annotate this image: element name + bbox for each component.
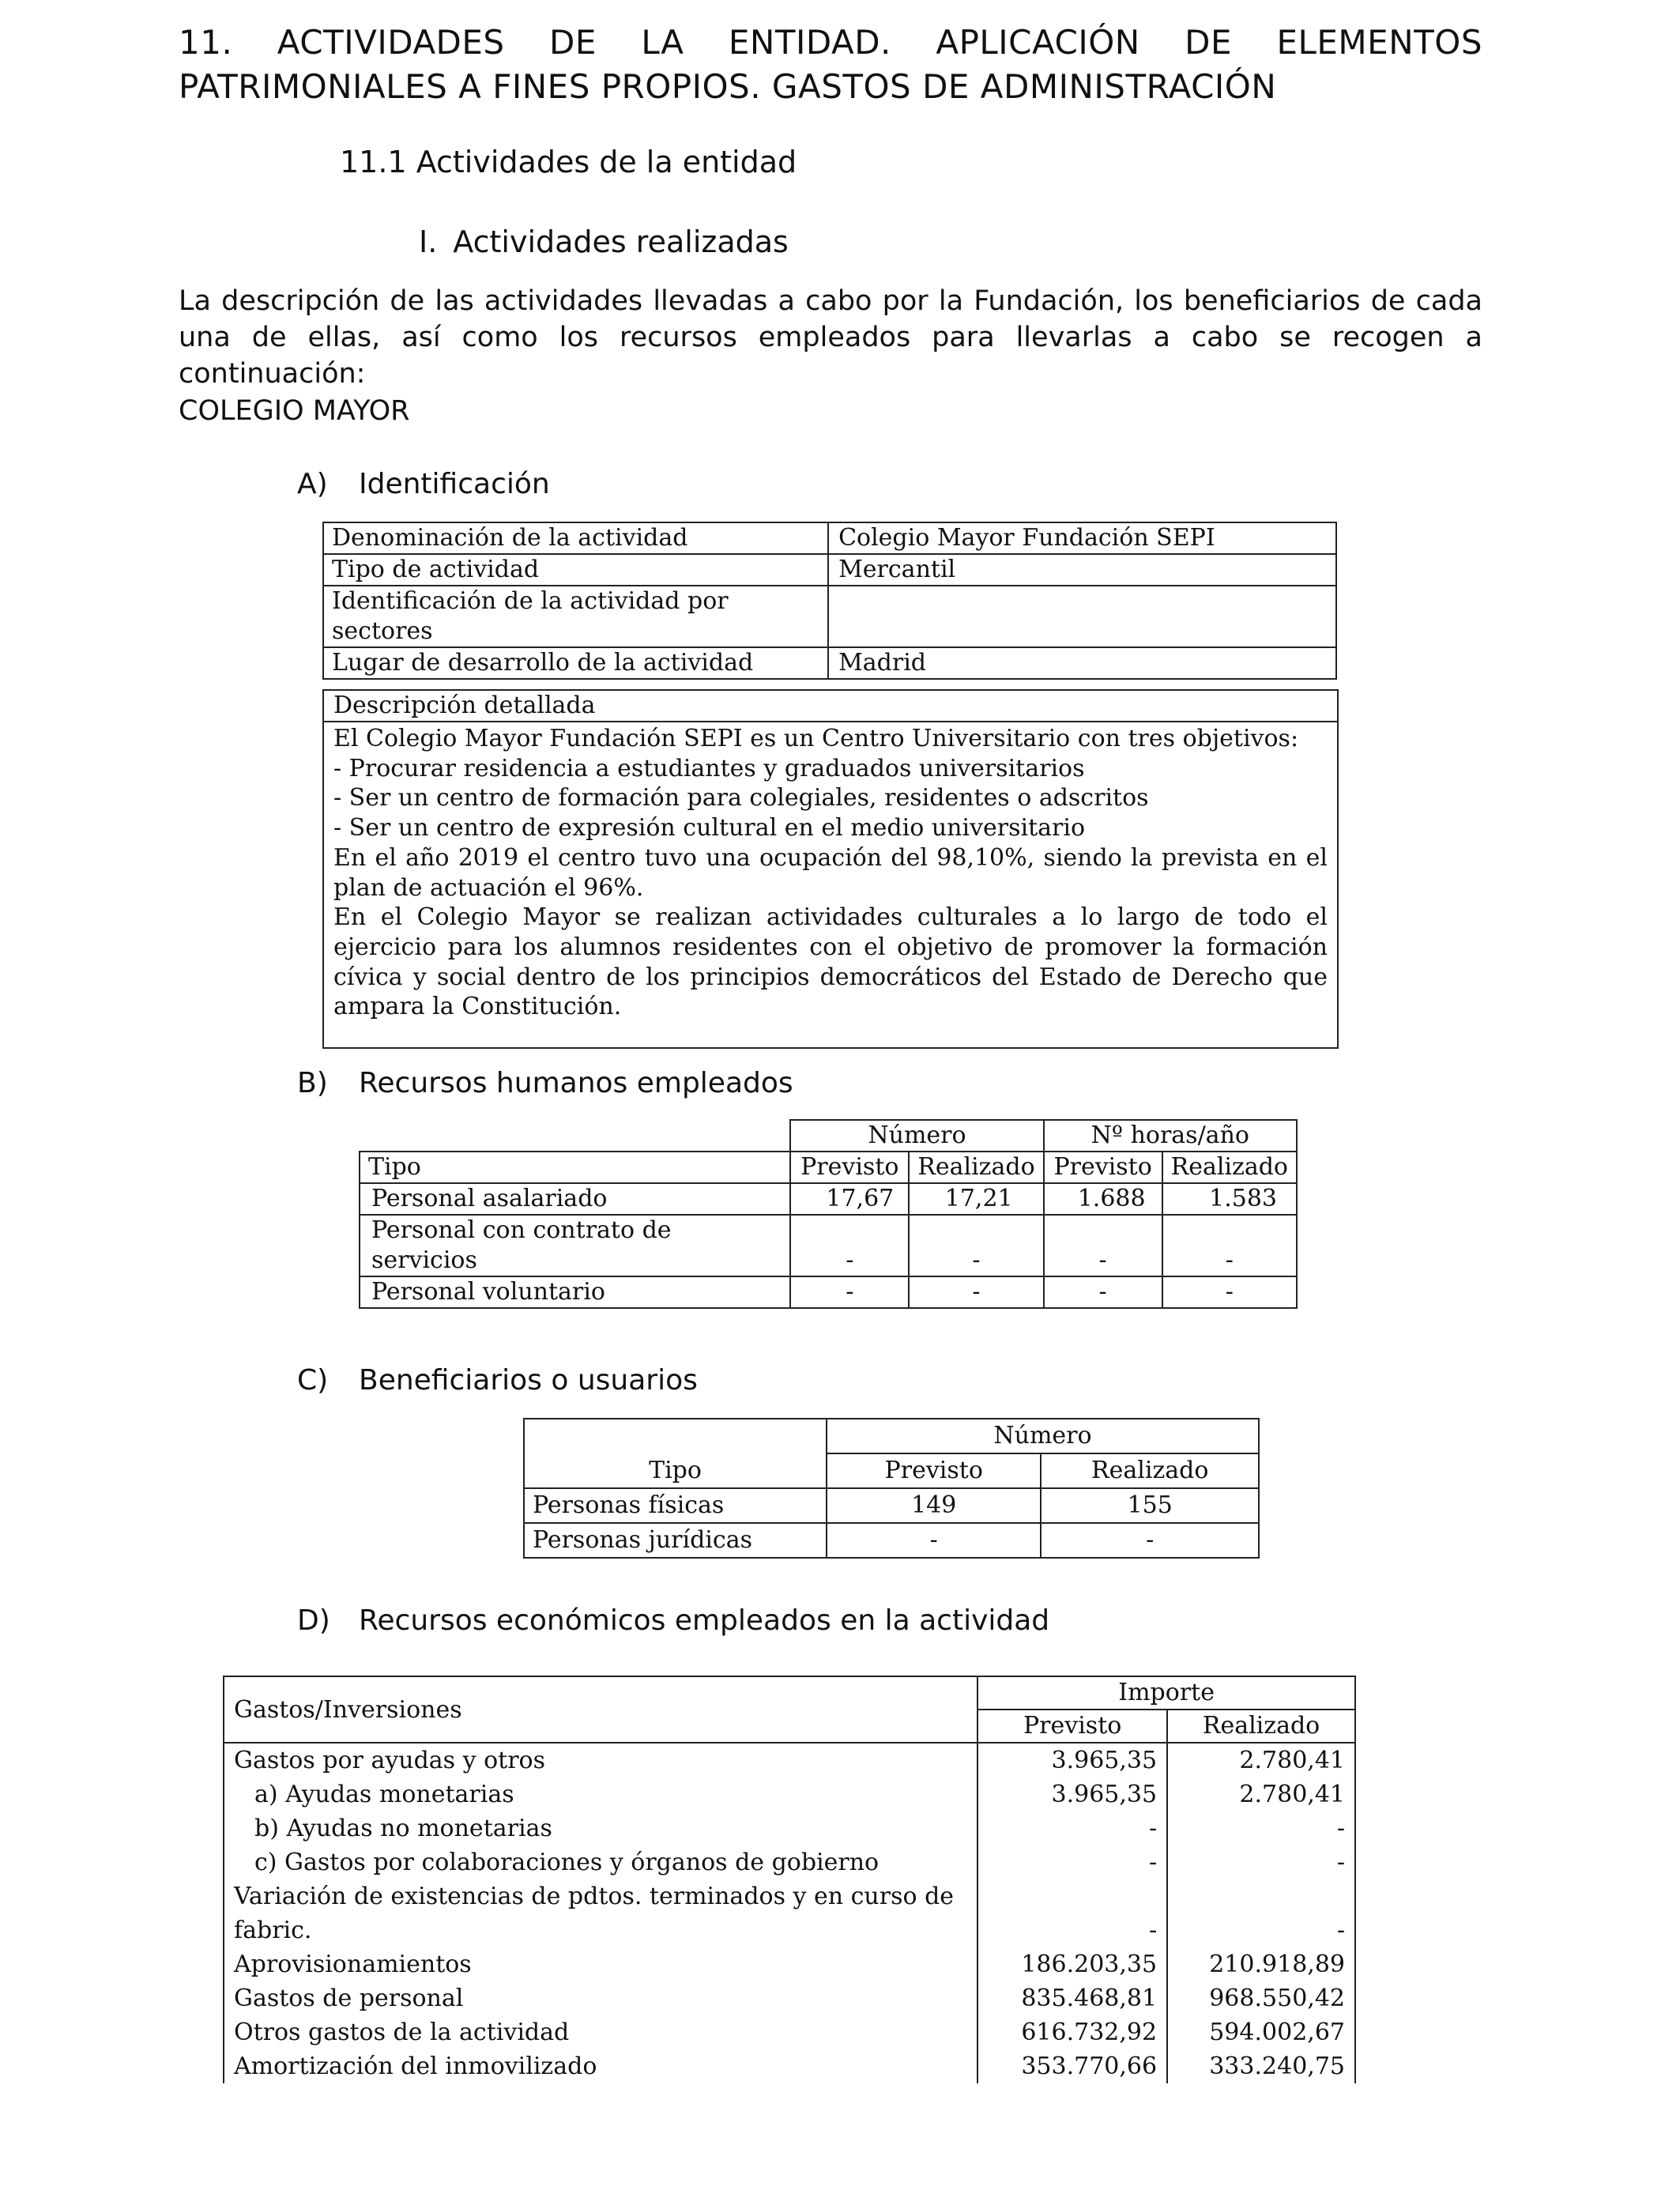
description-body	[324, 722, 1337, 1047]
description-line: - Procurar residencia a estudiantes y graduados universitarios	[333, 754, 1085, 782]
econ-previsto: 186.203,35	[977, 1947, 1167, 1981]
section-c-title	[297, 1364, 698, 1397]
econ-previsto: -	[977, 1879, 1167, 1947]
econ-col-label: Gastos/Inversiones	[224, 1676, 977, 1743]
econ-row	[224, 1845, 1355, 1879]
econ-row	[224, 2049, 1355, 2083]
identification-value	[828, 586, 1336, 647]
hr-h-realizado: 1.583	[1162, 1183, 1297, 1215]
hr-col-h-previsto: Previsto	[1044, 1152, 1162, 1183]
section-heading	[179, 21, 1482, 109]
hr-num-previsto: -	[790, 1276, 909, 1308]
ben-row	[524, 1523, 1259, 1558]
hr-row	[360, 1183, 1297, 1215]
econ-previsto: 3.965,35	[977, 1777, 1167, 1811]
description-line: El Colegio Mayor Fundación SEPI es un Centro Universitario con tres objetivos:	[333, 725, 1299, 752]
econ-label: Gastos por ayudas y otros	[224, 1743, 977, 1777]
econ-realizado: -	[1167, 1879, 1355, 1947]
ben-tipo: Personas físicas	[524, 1488, 827, 1523]
hr-h-previsto: -	[1044, 1215, 1162, 1276]
econ-realizado: 333.240,75	[1167, 2049, 1355, 2083]
econ-label: Aprovisionamientos	[224, 1947, 977, 1981]
hr-col-h-realizado: Realizado	[1162, 1152, 1297, 1183]
subsection-label: Actividades realizadas	[453, 224, 789, 259]
hr-h-realizado: -	[1162, 1215, 1297, 1276]
identification-table	[322, 522, 1337, 680]
identification-row	[323, 554, 1336, 586]
hr-group-horas: Nº horas/año	[1044, 1120, 1297, 1152]
description-header: Descripción detallada	[324, 691, 1337, 722]
econ-col-realizado: Realizado	[1167, 1710, 1355, 1743]
econ-label: Amortización del inmovilizado	[224, 2049, 977, 2083]
econ-group-importe: Importe	[977, 1676, 1355, 1710]
ben-realizado: 155	[1041, 1488, 1259, 1523]
econ-realizado: 2.780,41	[1167, 1777, 1355, 1811]
econ-realizado: 210.918,89	[1167, 1947, 1355, 1981]
section-a-letter: A)	[297, 468, 328, 500]
econ-previsto: -	[977, 1811, 1167, 1845]
econ-realizado: 2.780,41	[1167, 1743, 1355, 1777]
human-resources-table	[359, 1119, 1298, 1309]
hr-num-realizado: -	[909, 1215, 1043, 1276]
econ-previsto: 353.770,66	[977, 2049, 1167, 2083]
section-a-title	[297, 468, 550, 500]
econ-label: Variación de existencias de pdtos. terminados y en curso de fabric.	[224, 1879, 977, 1947]
econ-previsto: 616.732,92	[977, 2015, 1167, 2049]
hr-group-numero: Número	[790, 1120, 1043, 1152]
beneficiaries-table	[523, 1418, 1260, 1559]
description-line: En el año 2019 el centro tuvo una ocupación del 98,10%, siendo la prevista en el plan de actuación el 96%.	[333, 843, 1328, 902]
econ-col-previsto: Previsto	[977, 1710, 1167, 1743]
econ-row	[224, 1777, 1355, 1811]
subsection-title	[419, 224, 789, 259]
ben-col-tipo: Tipo	[524, 1453, 827, 1488]
ben-col-realizado: Realizado	[1041, 1453, 1259, 1488]
hr-num-previsto: 17,67	[790, 1183, 909, 1215]
section-d-letter: D)	[297, 1604, 330, 1637]
subsection-number: I.	[419, 224, 438, 259]
econ-row	[224, 1743, 1355, 1777]
econ-row	[224, 1811, 1355, 1845]
hr-col-num-realizado: Realizado	[909, 1152, 1043, 1183]
hr-row	[360, 1215, 1297, 1276]
section-d-label: Recursos económicos empleados en la actividad	[359, 1604, 1050, 1637]
hr-row	[360, 1276, 1297, 1308]
econ-realizado: -	[1167, 1811, 1355, 1845]
hr-h-realizado: -	[1162, 1276, 1297, 1308]
section-c-label: Beneficiarios o usuarios	[359, 1364, 698, 1397]
hr-tipo: Personal con contrato de servicios	[360, 1215, 790, 1276]
econ-row	[224, 1981, 1355, 2015]
section-b-letter: B)	[297, 1067, 328, 1099]
identification-row	[323, 647, 1336, 679]
hr-h-previsto: -	[1044, 1276, 1162, 1308]
identification-row	[323, 586, 1336, 647]
ben-group-numero: Número	[827, 1419, 1259, 1453]
hr-col-num-previsto: Previsto	[790, 1152, 909, 1183]
section-d-title	[297, 1604, 1049, 1637]
hr-h-previsto: 1.688	[1044, 1183, 1162, 1215]
ben-col-previsto: Previsto	[827, 1453, 1041, 1488]
econ-row	[224, 2015, 1355, 2049]
section-c-letter: C)	[297, 1364, 329, 1397]
econ-row	[224, 1947, 1355, 1981]
econ-realizado: 594.002,67	[1167, 2015, 1355, 2049]
heading-line-2: PATRIMONIALES A FINES PROPIOS. GASTOS DE ADMINISTRACIÓN	[179, 67, 1277, 106]
ben-previsto: 149	[827, 1488, 1041, 1523]
econ-previsto: 835.468,81	[977, 1981, 1167, 2015]
identification-label: Lugar de desarrollo de la actividad	[323, 647, 828, 679]
econ-label: b) Ayudas no monetarias	[224, 1811, 977, 1845]
economic-table	[223, 1676, 1356, 2083]
identification-label: Denominación de la actividad	[323, 522, 828, 554]
econ-previsto: -	[977, 1845, 1167, 1879]
identification-value: Madrid	[828, 647, 1336, 679]
identification-row	[323, 522, 1336, 554]
ben-realizado: -	[1041, 1523, 1259, 1558]
heading-line-1: 11. ACTIVIDADES DE LA ENTIDAD. APLICACIÓN DE ELEMENTOS	[179, 23, 1482, 62]
activity-name: COLEGIO MAYOR	[179, 395, 410, 427]
identification-value: Mercantil	[828, 554, 1336, 586]
ben-previsto: -	[827, 1523, 1041, 1558]
hr-tipo: Personal asalariado	[360, 1183, 790, 1215]
econ-label: a) Ayudas monetarias	[224, 1777, 977, 1811]
econ-label: c) Gastos por colaboraciones y órganos de gobierno	[224, 1845, 977, 1879]
identification-label: Tipo de actividad	[323, 554, 828, 586]
hr-num-previsto: -	[790, 1215, 909, 1276]
hr-num-realizado: 17,21	[909, 1183, 1043, 1215]
section-a-label: Identificación	[359, 468, 550, 500]
econ-realizado: -	[1167, 1845, 1355, 1879]
description-line: - Ser un centro de formación para colegiales, residentes o adscritos	[333, 784, 1149, 812]
econ-label: Gastos de personal	[224, 1981, 977, 2015]
description-box	[322, 689, 1339, 1049]
subheading: 11.1 Actividades de la entidad	[340, 145, 797, 179]
hr-col-tipo: Tipo	[360, 1152, 790, 1183]
hr-num-realizado: -	[909, 1276, 1043, 1308]
hr-tipo: Personal voluntario	[360, 1276, 790, 1308]
ben-row	[524, 1488, 1259, 1523]
section-b-title	[297, 1067, 793, 1099]
identification-label: Identificación de la actividad por sectores	[323, 586, 828, 647]
econ-realizado: 968.550,42	[1167, 1981, 1355, 2015]
econ-label: Otros gastos de la actividad	[224, 2015, 977, 2049]
description-line: En el Colegio Mayor se realizan actividades culturales a lo largo de todo el ejercicio para los alumnos residentes con el objetivo de promover la formación cívica y social dentro de los principios democráticos del Estado de Derecho que ampara la Constitución.	[333, 903, 1328, 1021]
econ-previsto: 3.965,35	[977, 1743, 1167, 1777]
econ-row	[224, 1879, 1355, 1947]
section-b-label: Recursos humanos empleados	[359, 1067, 793, 1099]
ben-tipo: Personas jurídicas	[524, 1523, 827, 1558]
identification-value: Colegio Mayor Fundación SEPI	[828, 522, 1336, 554]
description-line: - Ser un centro de expresión cultural en el medio universitario	[333, 814, 1086, 843]
intro-paragraph: La descripción de las actividades llevadas a cabo por la Fundación, los beneficiarios de cada una de ellas, así como los recursos empleados para llevarlas a cabo se recogen a continuación:	[179, 285, 1482, 390]
